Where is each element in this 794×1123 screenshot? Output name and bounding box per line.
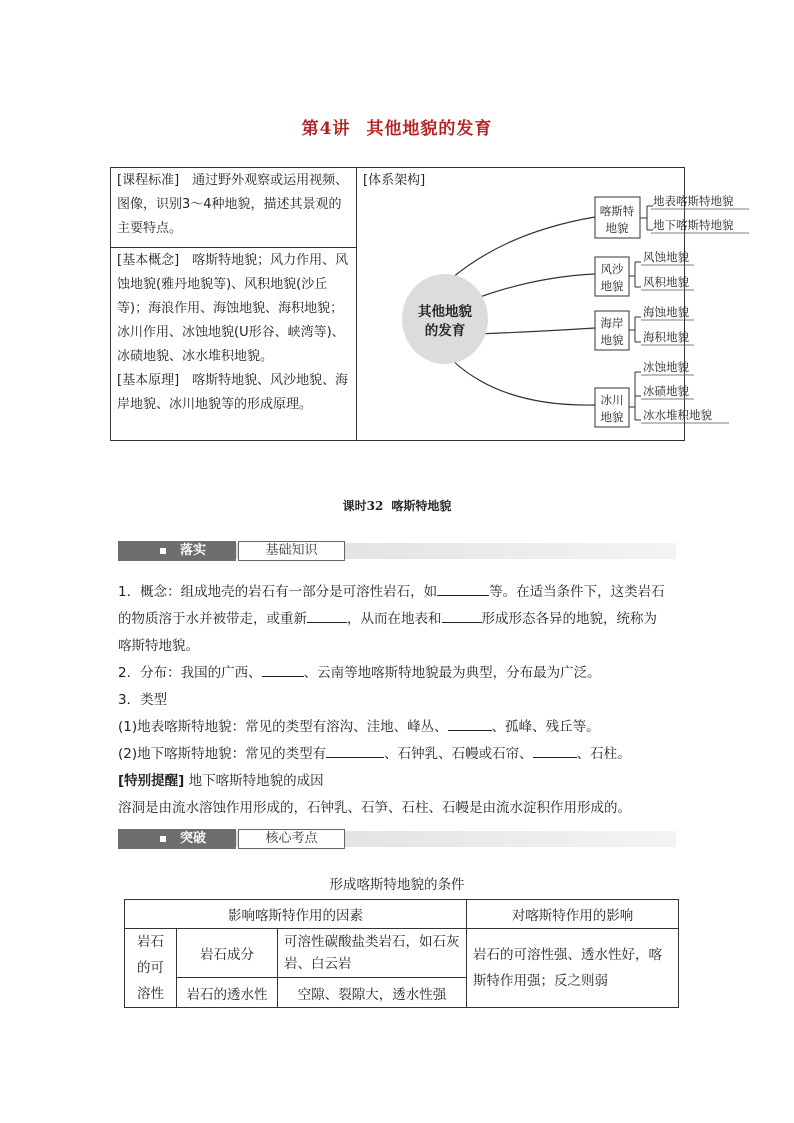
fill-blank: [326, 743, 384, 758]
banner-sublabel: 基础知识: [238, 541, 345, 561]
surface-karst-line: [118, 714, 684, 741]
fill-blank: [448, 716, 492, 731]
row2-value: 空隙、裂隙大，透水性强: [278, 978, 467, 1008]
group-aeolian-line1: 风沙: [600, 262, 624, 276]
table-row: [125, 929, 679, 978]
lesson-heading: [0, 497, 794, 514]
table-header-row: [125, 900, 679, 929]
row1-value: 可溶性碳酸盐类岩石，如石灰岩、白云岩: [278, 929, 467, 978]
course-standard: [课程标准] 通过野外观察或运用视频、图像，识别3～4种地貌，描述其景观的主要特点。: [117, 173, 349, 236]
banner-dark-block: [118, 541, 236, 561]
effect-cell: 岩石的可溶性强、透水性好，喀斯特作用强；反之则弱: [467, 929, 679, 1008]
center-label-line1: 其他地貌: [418, 304, 472, 320]
connector-coastal: [475, 328, 595, 334]
group-line: 岩石: [137, 934, 164, 950]
text: 形成形态各异的地貌，统称为: [481, 611, 657, 627]
fill-blank: [307, 608, 347, 623]
header-factor: 影响喀斯特作用的因素: [125, 900, 467, 929]
distribution-line: [118, 660, 684, 687]
group-aeolian-line2: 地貌: [600, 279, 624, 293]
text: 、孤峰、残丘等。: [491, 719, 600, 735]
square-icon: [160, 836, 166, 842]
item-moraine: 冰碛地貌: [643, 384, 689, 398]
intro-divider-horizontal: [111, 247, 356, 248]
basics-content: [118, 579, 684, 822]
text: ，从而在地表和: [347, 611, 442, 627]
connector-karst: [452, 217, 595, 278]
banner-sublabel: 核心考点: [238, 829, 345, 849]
group-cell: [125, 929, 177, 1008]
mind-map: [357, 192, 734, 440]
fill-blank: [442, 608, 482, 623]
banner-dark-block: [118, 829, 236, 849]
tip-tag: [特别提醒]: [118, 773, 185, 789]
underground-karst-line: [118, 741, 684, 768]
table-caption: 形成喀斯特地貌的条件: [329, 877, 465, 893]
group-coastal-line2: 地貌: [600, 333, 624, 347]
tip-body: 溶洞是由流水溶蚀作用形成的，石钟乳、石笋、石柱、石幔是由流水淀积作用形成的。: [118, 800, 631, 816]
intro-table: [110, 167, 734, 441]
text: 2．分布：我国的广西、: [118, 665, 262, 681]
bracket-aeolian: [629, 262, 641, 287]
fill-blank: [437, 581, 489, 596]
page-title: [0, 114, 794, 139]
item-outwash: 冰水堆积地貌: [643, 408, 712, 422]
item-surface-karst: 地表喀斯特地貌: [653, 194, 734, 208]
header-effect: 对喀斯特作用的影响: [467, 900, 679, 929]
item-glacial-erosion: 冰蚀地貌: [643, 360, 689, 374]
bracket-coastal: [629, 317, 641, 342]
group-line: 溶性: [137, 986, 164, 1002]
item-wind-erosion: 风蚀地貌: [643, 250, 689, 264]
basic-concepts-principles: [117, 249, 353, 417]
special-tip: [118, 768, 684, 795]
fill-blank: [262, 662, 304, 677]
group-karst-line2: 地貌: [605, 221, 629, 235]
row2-factor: 岩石的透水性: [177, 978, 278, 1008]
square-icon: [160, 548, 166, 554]
item-underground-karst: 地下喀斯特地貌: [653, 218, 734, 232]
item-marine-erosion: 海蚀地貌: [643, 305, 689, 319]
section-banner-core: [118, 829, 676, 849]
group-coastal-line1: 海岸: [600, 316, 624, 330]
bracket-karst: [640, 206, 653, 230]
bracket-glacial: [629, 372, 641, 420]
group-line: 的可: [137, 960, 164, 976]
concept-line-2: [118, 606, 684, 633]
banner-label: 落实: [180, 543, 207, 558]
banner-label: 突破: [180, 831, 207, 846]
concept-line-3: 喀斯特地貌。: [118, 638, 199, 654]
text: 、云南等地喀斯特地貌最为典型，分布最为广泛。: [303, 665, 601, 681]
text: (2)地下喀斯特地貌：常见的类型有: [118, 746, 327, 762]
item-marine-deposition: 海积地貌: [643, 330, 689, 344]
concept-line-1: [118, 579, 684, 606]
fill-blank: [533, 743, 577, 758]
conditions-table: [124, 899, 679, 1008]
lecture-name: 其他地貌的发育: [366, 119, 493, 139]
group-glacial-line2: 地貌: [600, 410, 624, 424]
text: 、石柱。: [576, 746, 631, 762]
lesson-number: 课时32: [342, 499, 384, 513]
tip-title: 地下喀斯特地貌的成因: [188, 773, 324, 789]
basic-principles: [基本原理] 喀斯特地貌、风沙地貌、海岸地貌、冰川地貌等的形成原理。: [117, 373, 349, 412]
basic-concepts: [基本概念] 喀斯特地貌；风力作用、风蚀地貌(雅丹地貌等)、风积地貌(沙丘等)；海浪作用、海蚀地貌、海积地貌；冰川作用、冰蚀地貌(U形谷、峡湾等)、冰碛地貌、冰水堆积地貌。: [117, 253, 349, 364]
text: (1)地表喀斯特地貌：常见的类型有溶沟、洼地、峰丛、: [118, 719, 448, 735]
connector-aeolian: [472, 274, 595, 300]
center-label-line2: 的发育: [424, 323, 466, 339]
text: 的物质溶于水并被带走，或重新: [118, 611, 307, 627]
group-karst-line1: 喀斯特: [599, 204, 635, 218]
row1-factor: 岩石成分: [177, 929, 278, 978]
lecture-number: 第4讲: [301, 119, 351, 139]
section-banner-basics: [118, 541, 676, 561]
connector-glacial: [452, 360, 595, 405]
item-wind-deposition: 风积地貌: [643, 275, 689, 289]
group-glacial-line1: 冰川: [600, 393, 624, 407]
lesson-name: 喀斯特地貌: [391, 499, 452, 513]
text: 等。在适当条件下，这类岩石: [489, 584, 665, 600]
text: 1．概念：组成地壳的岩石有一部分是可溶性岩石，如: [118, 584, 438, 600]
text: 、石钟乳、石幔或石帘、: [384, 746, 533, 762]
types-heading: 3．类型: [118, 692, 168, 708]
framework-label: [体系架构]: [363, 173, 426, 188]
